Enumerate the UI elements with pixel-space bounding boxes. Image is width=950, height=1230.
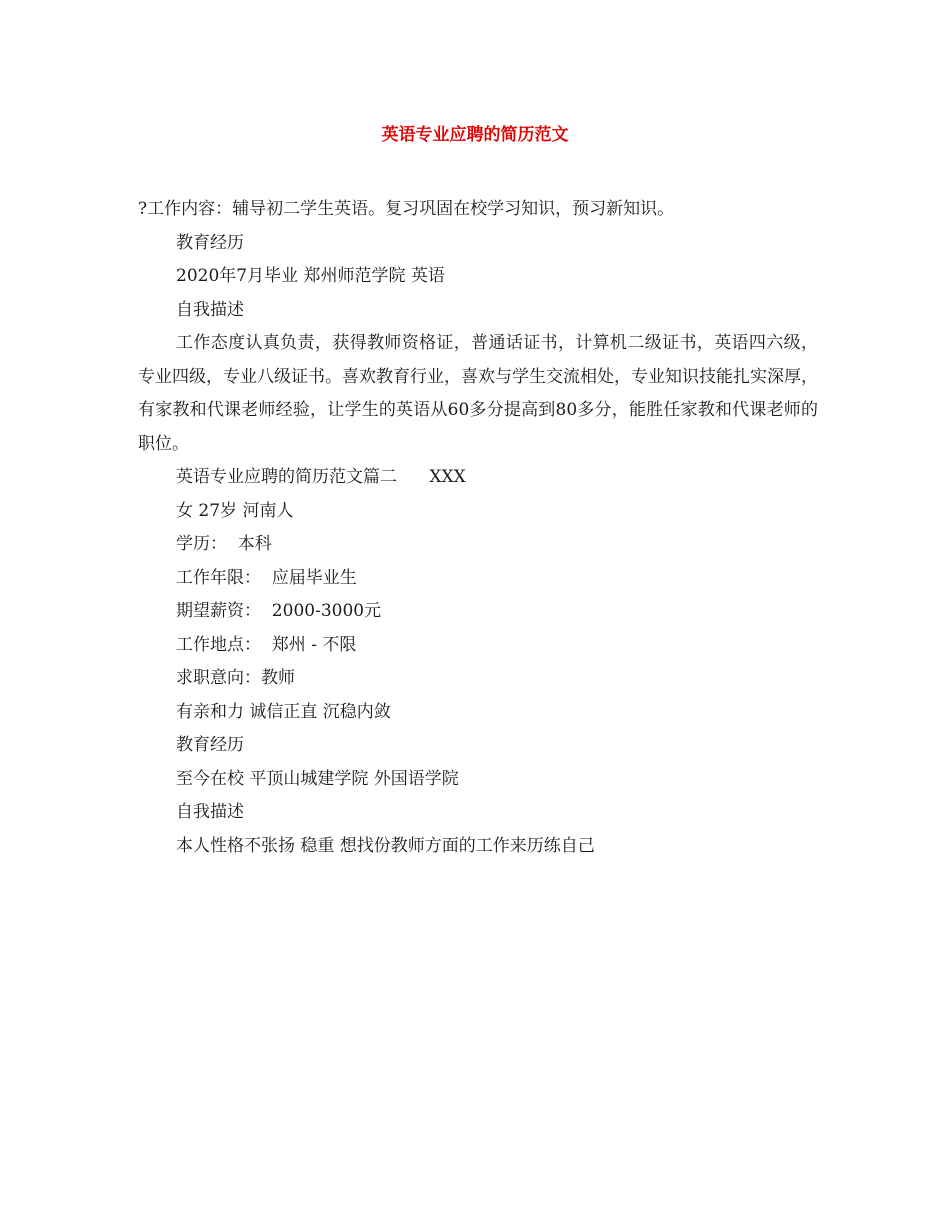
education-level-line: 学历： 本科 [176, 534, 272, 554]
job-intent-line: 求职意向：教师 [176, 668, 295, 688]
self-description-heading: 自我描述 [176, 299, 244, 320]
self-description-heading-2: 自我描述 [176, 802, 244, 822]
education-heading: 教育经历 [176, 232, 244, 253]
education-heading-2: 教育经历 [176, 735, 244, 755]
document-title: 英语专业应聘的简历范文 [381, 125, 569, 145]
work-location-line: 工作地点： 郑州 - 不限 [176, 634, 357, 655]
work-content-line: ?工作内容：辅导初二学生英语。复习巩固在校学习知识，预习新知识。 [138, 199, 675, 219]
resume-two-title: 英语专业应聘的简历范文篇二 XXX [176, 467, 466, 487]
self-description-paragraph: 工作态度认真负责，获得教师资格证，普通话证书，计算机二级证书，英语四六级，专业四级，专业八级证书。喜欢教育行业，喜欢与学生交流相处，专业知识技能扎实深厚，有家教和代课老师经验，让学生的英语从60多分提高到80多分，能胜任家教和代课老师的职位。 [138, 333, 818, 454]
traits-line: 有亲和力 诚信正直 沉稳内敛 [176, 701, 391, 722]
basic-info-line: 女 27岁 河南人 [176, 500, 294, 521]
expected-salary-line: 期望薪资： 2000-3000元 [176, 601, 382, 621]
work-years-line: 工作年限： 应届毕业生 [176, 567, 357, 588]
education-entry-2: 至今在校 平顶山城建学院 外国语学院 [176, 768, 459, 789]
self-description-line-2: 本人性格不张扬 稳重 想找份教师方面的工作来历练自己 [176, 835, 595, 856]
document-body [138, 193, 818, 863]
education-entry: 2020年7月毕业 郑州师范学院 英语 [176, 266, 445, 286]
